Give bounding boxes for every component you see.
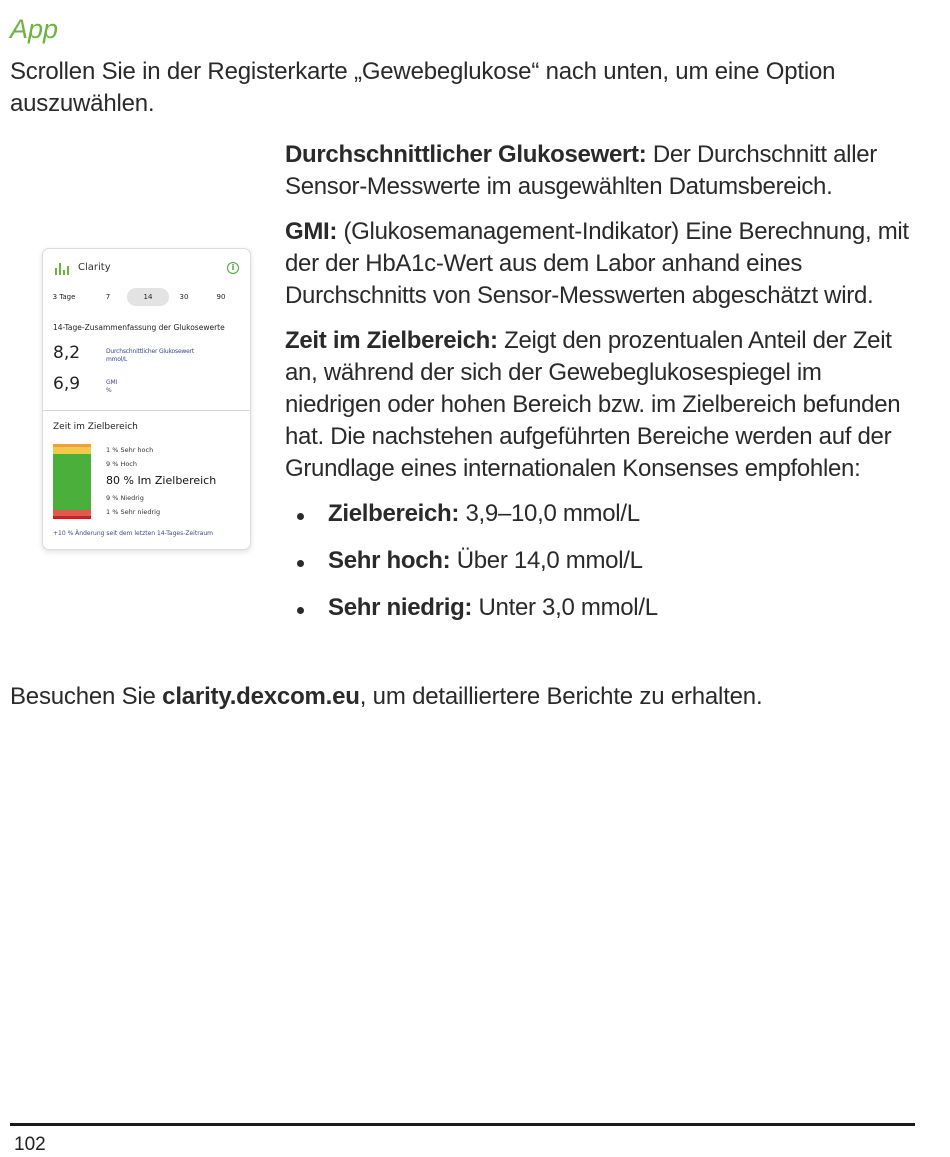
clarity-logo-icon [55, 263, 69, 275]
range-term: Zielbereich: [328, 500, 460, 527]
tab-7[interactable]: 7 [105, 293, 111, 301]
tir-low-label: 9 % Niedrig [106, 494, 144, 502]
bar-segment-high [53, 447, 91, 454]
bar-segment-very-low [53, 516, 91, 519]
info-icon[interactable]: i [227, 262, 239, 274]
definition-avg-glucose [285, 139, 915, 203]
range-tabs [51, 288, 241, 306]
bar-segment-low [53, 509, 91, 516]
tab-3-days[interactable]: 3 Tage [52, 293, 76, 301]
summary-title: 14-Tage-Zusammenfassung der Glukosewerte [53, 323, 225, 332]
definition-term: Durchschnittlicher Glukosewert: [285, 141, 647, 168]
tir-in-range-label: 80 % Im Zielbereich [106, 474, 217, 487]
app-name: Clarity [78, 262, 111, 273]
range-text: Über 14,0 mmol/L [450, 547, 643, 574]
definitions-column [285, 139, 915, 639]
tir-very-high-label: 1 % Sehr hoch [106, 446, 154, 454]
range-list [285, 498, 915, 624]
tir-high-label: 9 % Hoch [106, 460, 138, 468]
tir-very-low-label: 1 % Sehr niedrig [106, 508, 161, 516]
avg-glucose-unit: mmol/L [106, 356, 128, 363]
definition-text: (Glukosemanagement-Indikator) Eine Berechnung, mit der der HbA1c-Wert aus dem Labor anhand eines Durchschnitts von Sensor-Messwerten abgeschätzt wird. [285, 218, 909, 309]
definition-term: Zeit im Zielbereich: [285, 327, 498, 354]
range-text: Unter 3,0 mmol/L [472, 594, 658, 621]
gmi-unit: % [106, 387, 112, 394]
card-divider [43, 410, 250, 411]
avg-glucose-label-text: Durchschnittlicher Glukosewert [106, 348, 195, 355]
range-term: Sehr hoch: [328, 547, 451, 574]
definition-gmi [285, 216, 915, 312]
clarity-link[interactable]: clarity.dexcom.eu [162, 683, 360, 710]
clarity-app-card [42, 248, 251, 550]
card-header [55, 263, 239, 277]
range-text: 3,9–10,0 mmol/L [459, 500, 640, 527]
page-number: 102 [14, 1134, 46, 1155]
page-rule [10, 1123, 915, 1126]
definition-text: Der Durchschnitt aller Sensor-Messwerte im ausgewählten Datumsbereich. [285, 141, 877, 200]
definition-term: GMI: [285, 218, 338, 245]
intro-text: Scrollen Sie in der Registerkarte „Gewebeglukose“ nach unten, um eine Option auszuwählen. [10, 58, 836, 117]
change-note: +10 % Änderung seit dem letzten 14-Tages-Zeitraum [53, 530, 213, 537]
gmi-label-text: GMI [106, 379, 117, 386]
footer-text [10, 681, 930, 713]
range-term: Sehr niedrig: [328, 594, 473, 621]
definition-text: Zeigt den prozentualen Anteil der Zeit an, während der sich der Gewebeglukosespiegel im niedrigen oder hohen Bereich bzw. im Zielbereich befunden hat. Die nachstehen aufgeführten Bereiche werden auf der Grundlage eines internationalen Konsenses empfohlen: [285, 327, 901, 482]
tab-14[interactable]: 14 [127, 288, 169, 306]
footer-before: Besuchen Sie [10, 683, 163, 710]
gmi-label [106, 379, 117, 395]
list-item [285, 592, 915, 624]
footer-after: , um detailliertere Berichte zu erhalten. [359, 683, 763, 710]
list-item [285, 498, 915, 530]
tab-90[interactable]: 90 [216, 293, 226, 301]
bar-segment-in-range [53, 454, 91, 509]
avg-glucose-label [106, 348, 194, 364]
definition-time-in-range [285, 325, 915, 485]
avg-glucose-value: 8,2 [53, 343, 81, 363]
list-item [285, 545, 915, 577]
gmi-value: 6,9 [53, 374, 81, 394]
time-in-range-title: Zeit im Zielbereich [53, 422, 138, 432]
time-in-range-bar [53, 444, 91, 519]
section-title: App [10, 14, 59, 44]
tab-30[interactable]: 30 [179, 293, 189, 301]
